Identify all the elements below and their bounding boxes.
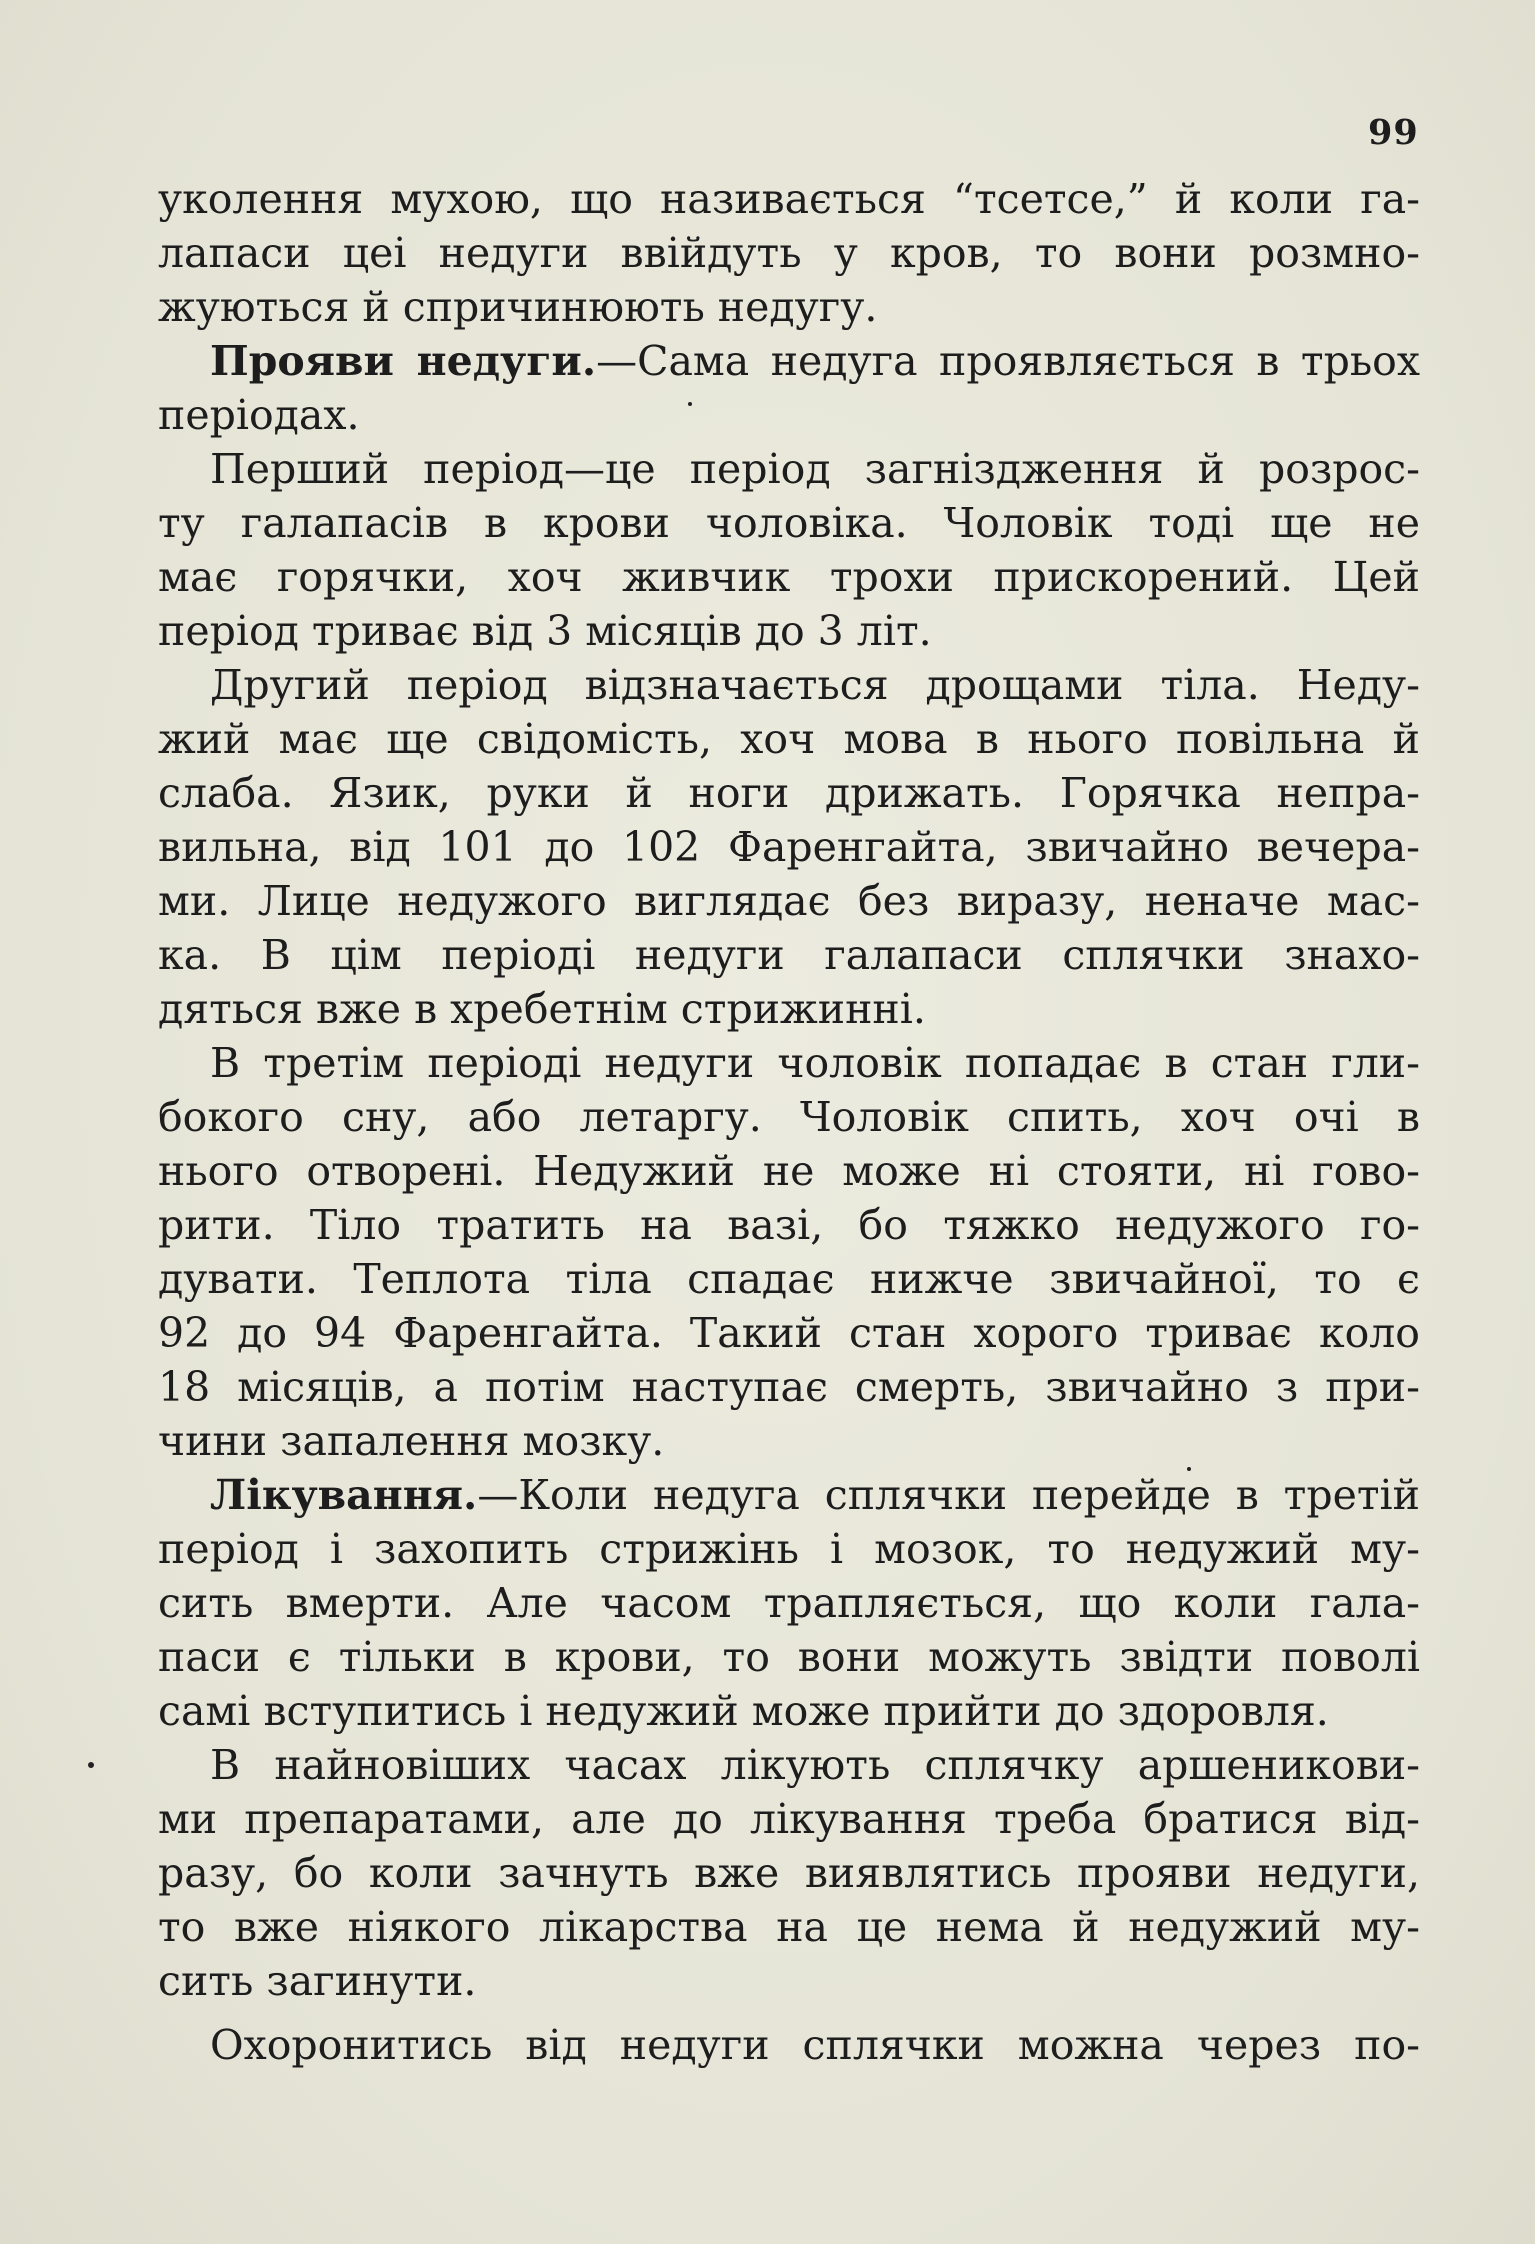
text-line: Другий період відзначається дрощами тіла. Неду- [210,661,1420,709]
text-line: жуються й спричинюють недугу. [158,283,878,331]
paragraph [158,442,1420,658]
text-line: ми препаратами, але до лікування треба братися від- [158,1795,1420,1843]
text-line: чини запалення мозку. [158,1417,665,1465]
paragraph [158,1468,1420,1738]
text-line [158,334,1420,388]
text-line: нього отворені. Недужий не може ні стояти, ні гово- [158,1147,1420,1195]
paragraph [158,334,1420,442]
section-heading: Лікування. [210,1471,478,1519]
text-line: періодах. [158,391,360,439]
text-line: вильна, від 101 до 102 Фаренгайта, звичайно вечера- [158,823,1420,871]
text-line: ту галапасів в крови чоловіка. Чоловік тоді ще не [158,499,1420,547]
text-line [158,1468,1420,1522]
text-line: період і захопить стрижінь і мозок, то недужий му- [158,1525,1420,1573]
text-line: Охоронитись від недуги сплячки можна через по- [210,2021,1420,2069]
text-line: паси є тільки в крови, то вони можуть звідти поволі [158,1633,1420,1681]
text-line: Перший період—це період загніздження й розрос- [210,445,1420,493]
text-line: сить вмерти. Але часом трапляється, що коли гала- [158,1579,1420,1627]
ink-speck [88,1762,94,1768]
text-line: В найновіших часах лікують сплячку аршеникови- [210,1741,1420,1789]
text-line: уколення мухою, що називається “тсетсе,” й коли га- [158,175,1420,223]
paragraph [158,1738,1420,2008]
page-number: 99 [1368,112,1419,153]
text-line: 18 місяців, а потім наступає смерть, звичайно з при- [158,1363,1420,1411]
text-line: рити. Тіло тратить на вазі, бо тяжко недужого го- [158,1201,1420,1249]
text-line: жий має ще свідомість, хоч мова в нього повільна й [158,715,1420,763]
paragraph [158,1036,1420,1468]
paragraph [158,2018,1420,2072]
text-line: самі вступитись і недужий може прийти до здоровля. [158,1687,1329,1735]
text-line: дяться вже в хребетнім стрижинні. [158,985,926,1033]
text-line: В третім періоді недуги чоловік попадає в стан гли- [210,1039,1420,1087]
text-line: бокого сну, або летаргу. Чоловік спить, хоч очі в [158,1093,1420,1141]
text-line: період триває від 3 місяців до 3 літ. [158,607,932,655]
section-heading: Прояви недуги. [210,337,597,385]
text-line: слаба. Язик, руки й ноги дрижать. Горячка непра- [158,769,1420,817]
paragraph [158,658,1420,1036]
text-line: 92 до 94 Фаренгайта. Такий стан хорого триває коло [158,1309,1420,1357]
paragraph [158,172,1420,334]
text-line: то вже ніякого лікарства на це нема й недужий му- [158,1903,1420,1951]
text-line: сить загинути. [158,1957,477,2005]
text-run: —Коли недуга сплячки перейде в третій [477,1471,1420,1519]
text-line: ка. В цім періоді недуги галапаси сплячки знахо- [158,931,1420,979]
text-line: лапаси цеі недуги ввійдуть у кров, то вони розмно- [158,229,1420,277]
text-line: ми. Лице недужого виглядає без виразу, неначе мас- [158,877,1420,925]
body-text [158,172,1420,2072]
text-line: дувати. Теплота тіла спадає нижче звичайної, то є [158,1255,1420,1303]
text-line: разу, бо коли зачнуть вже виявлятись прояви недуги, [158,1849,1420,1897]
text-line: має горячки, хоч живчик трохи прискорений. Цей [158,553,1420,601]
text-run: —Сама недуга проявляється в трьох [596,337,1420,385]
